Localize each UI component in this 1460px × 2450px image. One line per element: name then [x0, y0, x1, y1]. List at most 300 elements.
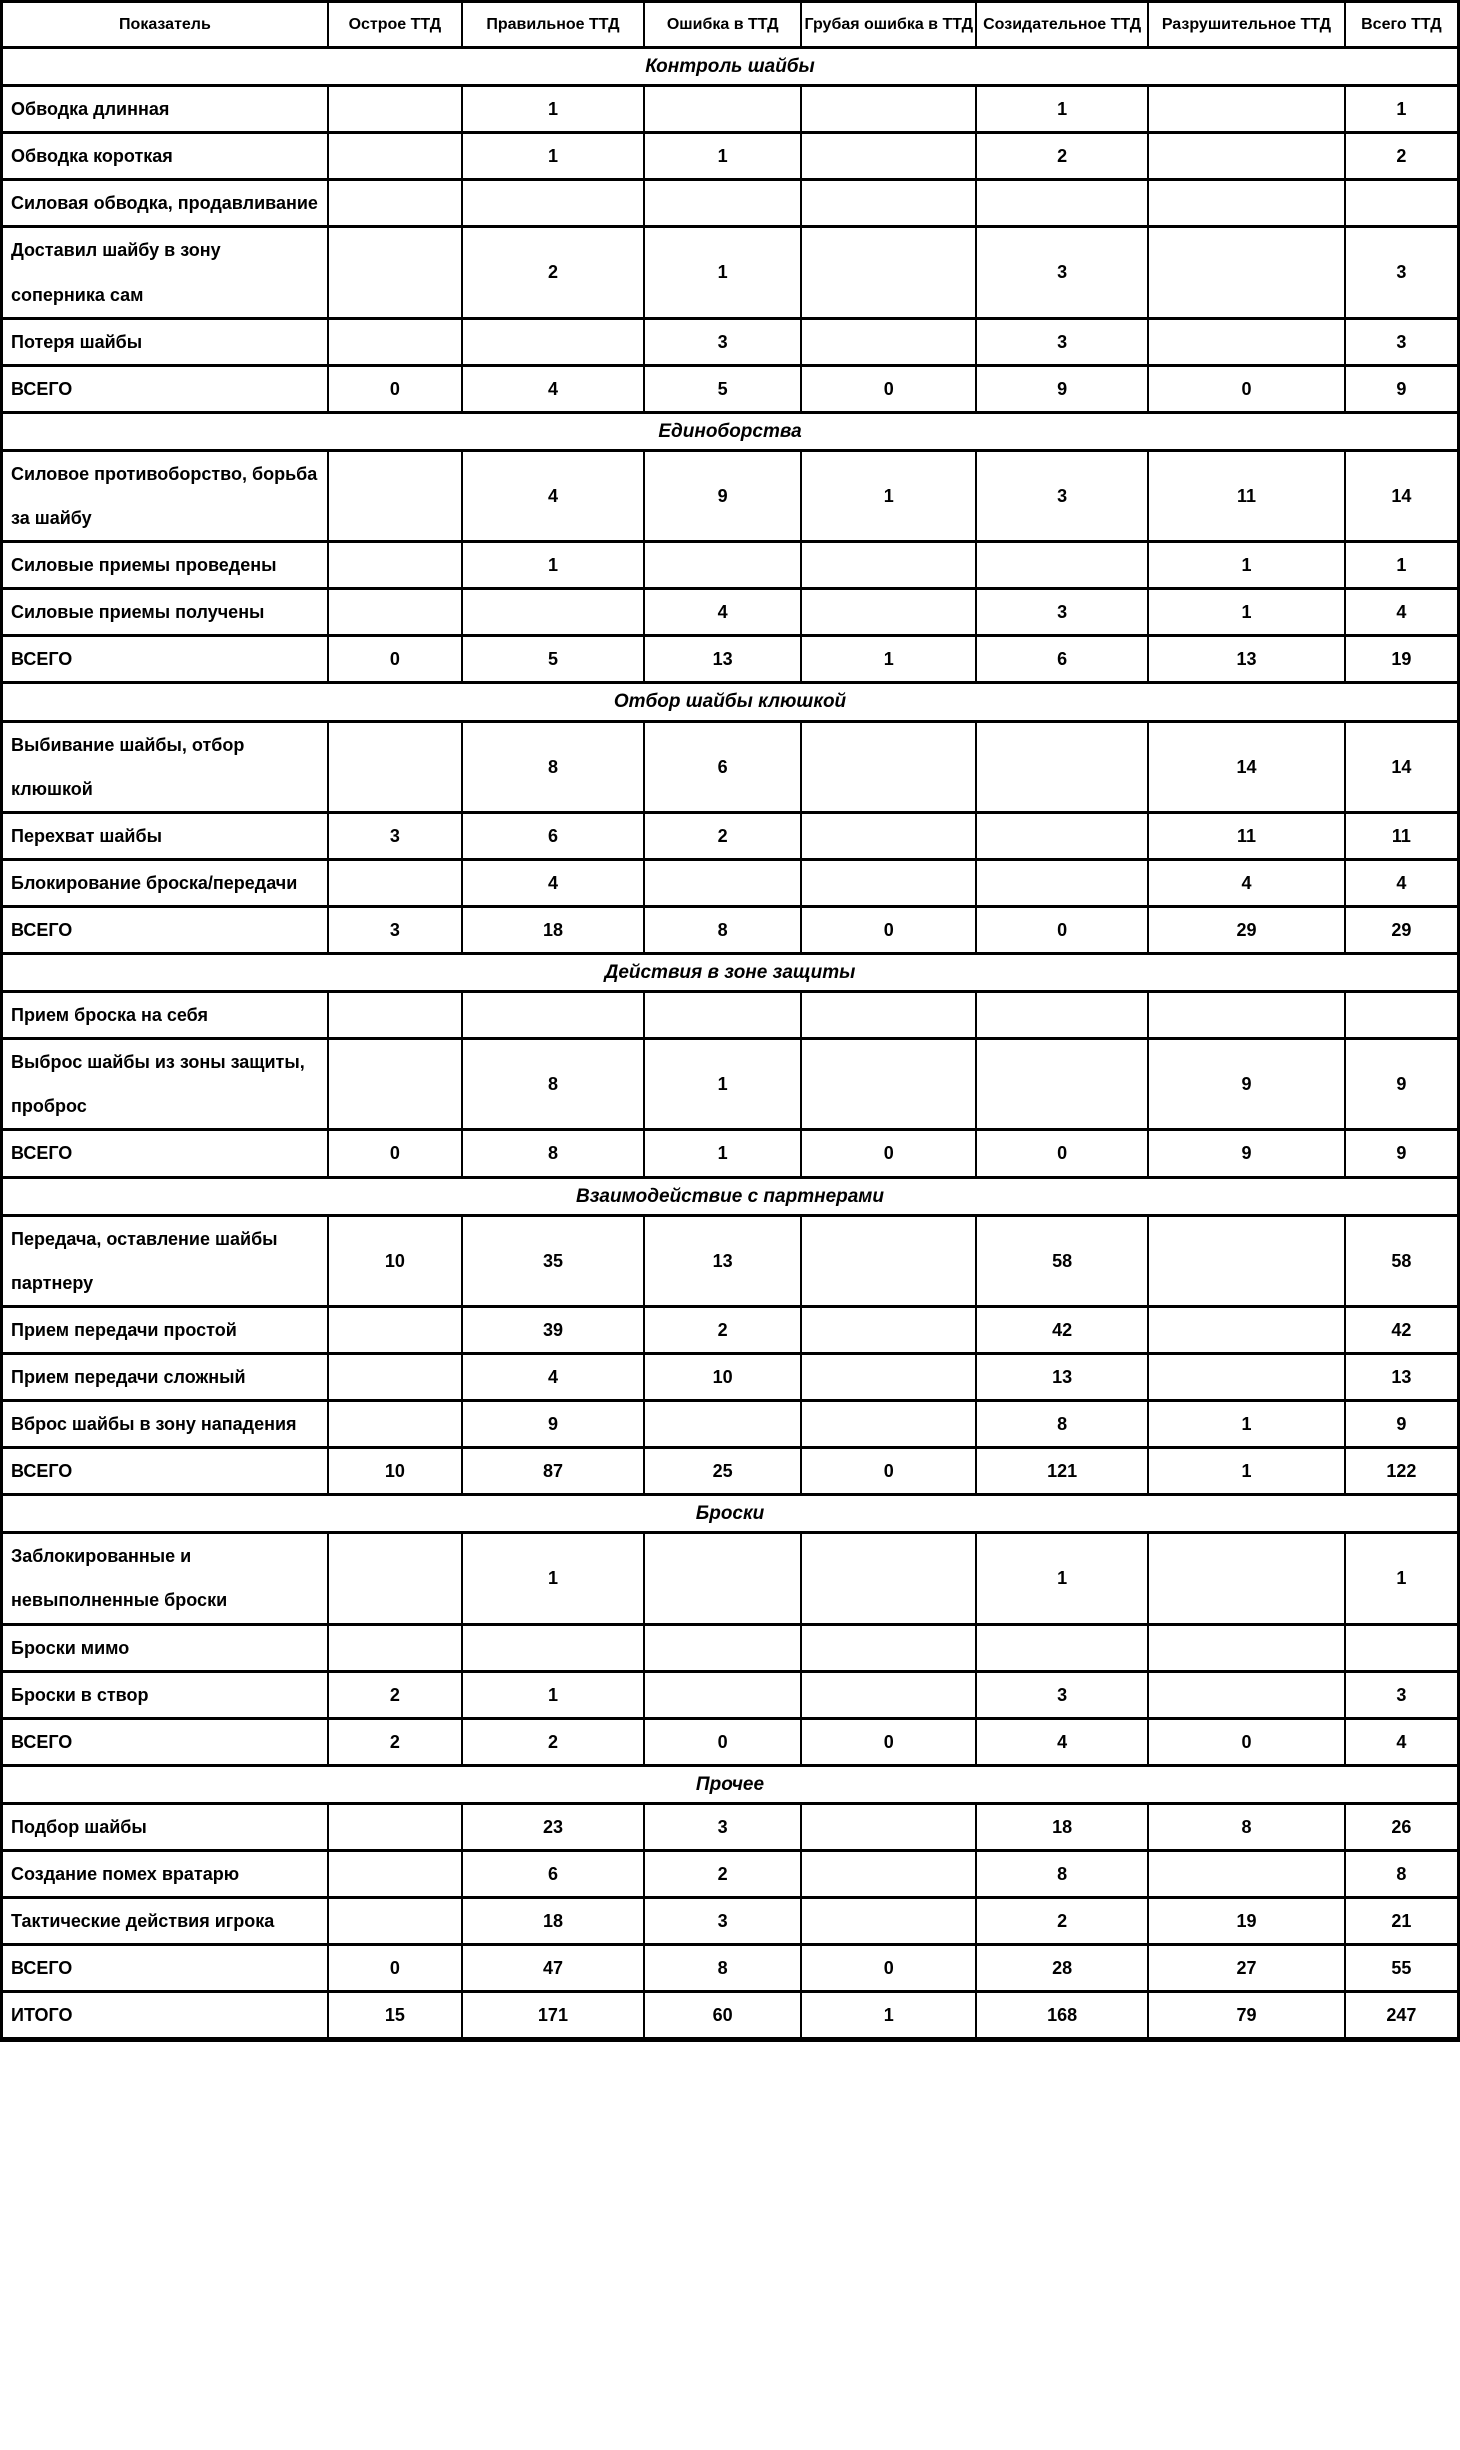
cell-value: 5: [462, 636, 644, 683]
cell-value: 4: [462, 1353, 644, 1400]
cell-value: 0: [801, 365, 976, 412]
cell-value: 3: [1345, 1671, 1459, 1718]
cell-value: [801, 721, 976, 812]
cell-value: 23: [462, 1803, 644, 1850]
cell-value: [801, 1533, 976, 1624]
cell-value: [328, 992, 462, 1039]
cell-value: 13: [644, 636, 801, 683]
cell-value: 13: [976, 1353, 1148, 1400]
cell-value: 0: [976, 906, 1148, 953]
cell-value: [644, 542, 801, 589]
total-row-label: ВСЕГО: [2, 636, 328, 683]
cell-value: [328, 1624, 462, 1671]
row-label: Вброс шайбы в зону нападения: [2, 1401, 328, 1448]
cell-value: [644, 86, 801, 133]
cell-value: [328, 180, 462, 227]
cell-value: 13: [1345, 1353, 1459, 1400]
cell-value: [328, 1401, 462, 1448]
cell-value: [1345, 992, 1459, 1039]
cell-value: [644, 1624, 801, 1671]
cell-value: 1: [801, 1992, 976, 2040]
cell-value: 21: [1345, 1898, 1459, 1945]
section-title: Броски: [2, 1495, 1459, 1533]
table-row: [2, 1803, 1459, 1850]
row-label: Силовые приемы получены: [2, 589, 328, 636]
row-label: Выбивание шайбы, отбор клюшкой: [2, 721, 328, 812]
cell-value: 3: [644, 1803, 801, 1850]
cell-value: [644, 1671, 801, 1718]
cell-value: 2: [328, 1671, 462, 1718]
cell-value: 2: [462, 1718, 644, 1765]
cell-value: 4: [976, 1718, 1148, 1765]
row-label: Силовые приемы проведены: [2, 542, 328, 589]
cell-value: 3: [976, 318, 1148, 365]
cell-value: [328, 1851, 462, 1898]
cell-value: [801, 1898, 976, 1945]
cell-value: 9: [976, 365, 1148, 412]
cell-value: 3: [976, 227, 1148, 318]
cell-value: [801, 1401, 976, 1448]
cell-value: 58: [1345, 1215, 1459, 1306]
table-body: [2, 48, 1459, 2040]
cell-value: 8: [644, 1945, 801, 1992]
section-header-row: [2, 1495, 1459, 1533]
total-row-label: ВСЕГО: [2, 1718, 328, 1765]
cell-value: 0: [328, 1130, 462, 1177]
cell-value: 9: [1345, 1401, 1459, 1448]
cell-value: [1148, 1215, 1345, 1306]
row-label: Прием броска на себя: [2, 992, 328, 1039]
cell-value: [976, 1624, 1148, 1671]
cell-value: 1: [1148, 589, 1345, 636]
row-label: Перехват шайбы: [2, 812, 328, 859]
cell-value: 19: [1148, 1898, 1345, 1945]
cell-value: 35: [462, 1215, 644, 1306]
cell-value: 0: [801, 1448, 976, 1495]
cell-value: [462, 589, 644, 636]
cell-value: [801, 542, 976, 589]
cell-value: [801, 1803, 976, 1850]
row-label: Заблокированные и невыполненные броски: [2, 1533, 328, 1624]
cell-value: 0: [328, 365, 462, 412]
row-label: Броски в створ: [2, 1671, 328, 1718]
cell-value: 4: [462, 450, 644, 541]
cell-value: 8: [976, 1401, 1148, 1448]
cell-value: 8: [1345, 1851, 1459, 1898]
cell-value: [328, 1803, 462, 1850]
cell-value: 18: [462, 906, 644, 953]
column-header: Грубая ошибка в ТТД: [801, 2, 976, 48]
cell-value: 79: [1148, 1992, 1345, 2040]
section-total-row: [2, 1945, 1459, 1992]
table-row: [2, 542, 1459, 589]
cell-value: [1148, 1624, 1345, 1671]
total-row-label: ВСЕГО: [2, 1945, 328, 1992]
cell-value: [328, 859, 462, 906]
cell-value: 58: [976, 1215, 1148, 1306]
cell-value: 2: [1345, 133, 1459, 180]
cell-value: [328, 318, 462, 365]
cell-value: 55: [1345, 1945, 1459, 1992]
section-title: Прочее: [2, 1765, 1459, 1803]
cell-value: 14: [1148, 721, 1345, 812]
cell-value: 0: [801, 1718, 976, 1765]
cell-value: 8: [462, 1039, 644, 1130]
cell-value: 1: [462, 542, 644, 589]
cell-value: 15: [328, 1992, 462, 2040]
table-row: [2, 1306, 1459, 1353]
cell-value: 1: [462, 133, 644, 180]
cell-value: 14: [1345, 450, 1459, 541]
cell-value: [462, 1624, 644, 1671]
row-label: Прием передачи сложный: [2, 1353, 328, 1400]
cell-value: [801, 1851, 976, 1898]
cell-value: 10: [328, 1448, 462, 1495]
cell-value: 168: [976, 1992, 1148, 2040]
section-title: Отбор шайбы клюшкой: [2, 683, 1459, 721]
cell-value: 0: [801, 906, 976, 953]
cell-value: [462, 180, 644, 227]
cell-value: 1: [1148, 1401, 1345, 1448]
cell-value: 0: [801, 1130, 976, 1177]
row-label: Тактические действия игрока: [2, 1898, 328, 1945]
cell-value: [801, 1353, 976, 1400]
cell-value: 9: [1148, 1039, 1345, 1130]
cell-value: 3: [976, 450, 1148, 541]
cell-value: 3: [644, 318, 801, 365]
cell-value: [1148, 1533, 1345, 1624]
cell-value: [1148, 86, 1345, 133]
cell-value: [1345, 1624, 1459, 1671]
section-header-row: [2, 683, 1459, 721]
table-row: [2, 1215, 1459, 1306]
cell-value: [328, 721, 462, 812]
cell-value: [976, 992, 1148, 1039]
cell-value: [328, 86, 462, 133]
cell-value: [644, 1401, 801, 1448]
cell-value: [976, 859, 1148, 906]
cell-value: 3: [976, 1671, 1148, 1718]
column-header: Правильное ТТД: [462, 2, 644, 48]
table-header: [2, 2, 1459, 48]
table-row: [2, 180, 1459, 227]
cell-value: [801, 1215, 976, 1306]
cell-value: 3: [1345, 318, 1459, 365]
cell-value: [801, 133, 976, 180]
section-header-row: [2, 48, 1459, 86]
cell-value: [328, 1039, 462, 1130]
row-label: Силовая обводка, продавливание: [2, 180, 328, 227]
grand-total-row: [2, 1992, 1459, 2040]
cell-value: [328, 450, 462, 541]
cell-value: 1: [801, 636, 976, 683]
cell-value: 4: [1148, 859, 1345, 906]
cell-value: 2: [328, 1718, 462, 1765]
cell-value: 0: [801, 1945, 976, 1992]
row-label: Потеря шайбы: [2, 318, 328, 365]
cell-value: 9: [462, 1401, 644, 1448]
cell-value: [801, 992, 976, 1039]
cell-value: 11: [1345, 812, 1459, 859]
cell-value: [328, 1353, 462, 1400]
cell-value: 3: [1345, 227, 1459, 318]
total-row-label: ВСЕГО: [2, 1448, 328, 1495]
cell-value: 29: [1148, 906, 1345, 953]
cell-value: [976, 1039, 1148, 1130]
cell-value: [1148, 180, 1345, 227]
cell-value: 2: [976, 1898, 1148, 1945]
cell-value: [644, 1533, 801, 1624]
cell-value: 25: [644, 1448, 801, 1495]
row-label: Броски мимо: [2, 1624, 328, 1671]
cell-value: 47: [462, 1945, 644, 1992]
column-header: Ошибка в ТТД: [644, 2, 801, 48]
cell-value: 4: [462, 859, 644, 906]
cell-value: 11: [1148, 812, 1345, 859]
total-row-label: ВСЕГО: [2, 365, 328, 412]
cell-value: 1: [801, 450, 976, 541]
cell-value: 2: [462, 227, 644, 318]
row-label: Передача, оставление шайбы партнеру: [2, 1215, 328, 1306]
total-row-label: ИТОГО: [2, 1992, 328, 2040]
row-label: Обводка короткая: [2, 133, 328, 180]
table-row: [2, 1039, 1459, 1130]
cell-value: 6: [462, 812, 644, 859]
total-row-label: ВСЕГО: [2, 906, 328, 953]
section-total-row: [2, 365, 1459, 412]
cell-value: [801, 589, 976, 636]
cell-value: 4: [462, 365, 644, 412]
section-total-row: [2, 1448, 1459, 1495]
cell-value: 8: [462, 721, 644, 812]
cell-value: 9: [1345, 365, 1459, 412]
cell-value: [801, 812, 976, 859]
cell-value: [328, 589, 462, 636]
table-row: [2, 1898, 1459, 1945]
total-row-label: ВСЕГО: [2, 1130, 328, 1177]
row-label: Выброс шайбы из зоны защиты, проброс: [2, 1039, 328, 1130]
row-label: Подбор шайбы: [2, 1803, 328, 1850]
cell-value: 14: [1345, 721, 1459, 812]
cell-value: 4: [644, 589, 801, 636]
cell-value: 13: [644, 1215, 801, 1306]
cell-value: 4: [1345, 1718, 1459, 1765]
table-row: [2, 133, 1459, 180]
cell-value: 2: [644, 1851, 801, 1898]
cell-value: 4: [1345, 859, 1459, 906]
cell-value: 42: [976, 1306, 1148, 1353]
table-row: [2, 589, 1459, 636]
cell-value: 6: [644, 721, 801, 812]
cell-value: 2: [644, 812, 801, 859]
row-label: Обводка длинная: [2, 86, 328, 133]
column-header-indicator: Показатель: [2, 2, 328, 48]
cell-value: 2: [976, 133, 1148, 180]
cell-value: [328, 227, 462, 318]
column-header: Всего ТТД: [1345, 2, 1459, 48]
cell-value: [462, 318, 644, 365]
table-row: [2, 227, 1459, 318]
column-header: Острое ТТД: [328, 2, 462, 48]
cell-value: 19: [1345, 636, 1459, 683]
cell-value: 9: [644, 450, 801, 541]
cell-value: [328, 133, 462, 180]
section-title: Действия в зоне защиты: [2, 954, 1459, 992]
cell-value: 0: [644, 1718, 801, 1765]
section-title: Взаимодействие с партнерами: [2, 1177, 1459, 1215]
cell-value: [644, 992, 801, 1039]
section-title: Единоборства: [2, 412, 1459, 450]
table-row: [2, 86, 1459, 133]
section-total-row: [2, 1718, 1459, 1765]
cell-value: 27: [1148, 1945, 1345, 1992]
cell-value: [801, 1306, 976, 1353]
cell-value: 1: [462, 1671, 644, 1718]
cell-value: 4: [1345, 589, 1459, 636]
section-header-row: [2, 1765, 1459, 1803]
section-header-row: [2, 954, 1459, 992]
section-header-row: [2, 1177, 1459, 1215]
cell-value: [644, 180, 801, 227]
column-header: Разрушительное ТТД: [1148, 2, 1345, 48]
table-row: [2, 1533, 1459, 1624]
cell-value: 1: [976, 86, 1148, 133]
cell-value: 39: [462, 1306, 644, 1353]
cell-value: 1: [462, 1533, 644, 1624]
cell-value: [1148, 318, 1345, 365]
row-label: Доставил шайбу в зону соперника сам: [2, 227, 328, 318]
section-total-row: [2, 636, 1459, 683]
cell-value: 1: [644, 133, 801, 180]
cell-value: 1: [1345, 1533, 1459, 1624]
cell-value: [801, 86, 976, 133]
cell-value: [976, 180, 1148, 227]
cell-value: [1148, 227, 1345, 318]
cell-value: [328, 1533, 462, 1624]
table-row: [2, 1353, 1459, 1400]
cell-value: 9: [1345, 1039, 1459, 1130]
cell-value: [1148, 1851, 1345, 1898]
cell-value: 0: [328, 636, 462, 683]
cell-value: [801, 318, 976, 365]
cell-value: 28: [976, 1945, 1148, 1992]
cell-value: [462, 992, 644, 1039]
cell-value: 0: [976, 1130, 1148, 1177]
cell-value: [328, 1898, 462, 1945]
cell-value: 3: [976, 589, 1148, 636]
cell-value: 9: [1345, 1130, 1459, 1177]
cell-value: 11: [1148, 450, 1345, 541]
cell-value: [644, 859, 801, 906]
cell-value: 42: [1345, 1306, 1459, 1353]
table-row: [2, 992, 1459, 1039]
section-header-row: [2, 412, 1459, 450]
cell-value: [328, 1306, 462, 1353]
table-row: [2, 318, 1459, 365]
cell-value: 29: [1345, 906, 1459, 953]
cell-value: [1148, 1306, 1345, 1353]
cell-value: 1: [1148, 542, 1345, 589]
cell-value: 0: [1148, 1718, 1345, 1765]
cell-value: 6: [976, 636, 1148, 683]
cell-value: [976, 542, 1148, 589]
cell-value: 5: [644, 365, 801, 412]
cell-value: 171: [462, 1992, 644, 2040]
cell-value: 247: [1345, 1992, 1459, 2040]
cell-value: 1: [644, 1039, 801, 1130]
cell-value: [1148, 133, 1345, 180]
cell-value: 87: [462, 1448, 644, 1495]
cell-value: 1: [644, 227, 801, 318]
cell-value: 2: [644, 1306, 801, 1353]
cell-value: 1: [1345, 542, 1459, 589]
cell-value: [801, 180, 976, 227]
table-row: [2, 721, 1459, 812]
cell-value: [1148, 1671, 1345, 1718]
table-row: [2, 1401, 1459, 1448]
cell-value: 8: [462, 1130, 644, 1177]
cell-value: 26: [1345, 1803, 1459, 1850]
cell-value: [801, 1039, 976, 1130]
cell-value: 18: [976, 1803, 1148, 1850]
cell-value: 10: [328, 1215, 462, 1306]
cell-value: 13: [1148, 636, 1345, 683]
cell-value: 9: [1148, 1130, 1345, 1177]
cell-value: 3: [328, 812, 462, 859]
cell-value: 3: [644, 1898, 801, 1945]
table-row: [2, 812, 1459, 859]
column-header: Созидательное ТТД: [976, 2, 1148, 48]
cell-value: [1148, 992, 1345, 1039]
cell-value: 3: [328, 906, 462, 953]
cell-value: 1: [644, 1130, 801, 1177]
section-title: Контроль шайбы: [2, 48, 1459, 86]
cell-value: [801, 227, 976, 318]
row-label: Силовое противоборство, борьба за шайбу: [2, 450, 328, 541]
cell-value: 6: [462, 1851, 644, 1898]
row-label: Создание помех вратарю: [2, 1851, 328, 1898]
cell-value: [328, 542, 462, 589]
row-label: Прием передачи простой: [2, 1306, 328, 1353]
cell-value: 1: [462, 86, 644, 133]
cell-value: 18: [462, 1898, 644, 1945]
table-row: [2, 1851, 1459, 1898]
cell-value: 8: [644, 906, 801, 953]
cell-value: 1: [1345, 86, 1459, 133]
cell-value: 10: [644, 1353, 801, 1400]
cell-value: [1148, 1353, 1345, 1400]
cell-value: 1: [976, 1533, 1148, 1624]
cell-value: 8: [1148, 1803, 1345, 1850]
cell-value: 8: [976, 1851, 1148, 1898]
cell-value: 121: [976, 1448, 1148, 1495]
cell-value: 0: [1148, 365, 1345, 412]
row-label: Блокирование броска/передачи: [2, 859, 328, 906]
cell-value: 0: [328, 1945, 462, 1992]
table-row: [2, 1671, 1459, 1718]
cell-value: [801, 859, 976, 906]
table-row: [2, 1624, 1459, 1671]
table-row: [2, 450, 1459, 541]
cell-value: 1: [1148, 1448, 1345, 1495]
table-row: [2, 859, 1459, 906]
cell-value: [801, 1624, 976, 1671]
section-total-row: [2, 1130, 1459, 1177]
cell-value: [801, 1671, 976, 1718]
header-row: [2, 2, 1459, 48]
cell-value: 122: [1345, 1448, 1459, 1495]
section-total-row: [2, 906, 1459, 953]
